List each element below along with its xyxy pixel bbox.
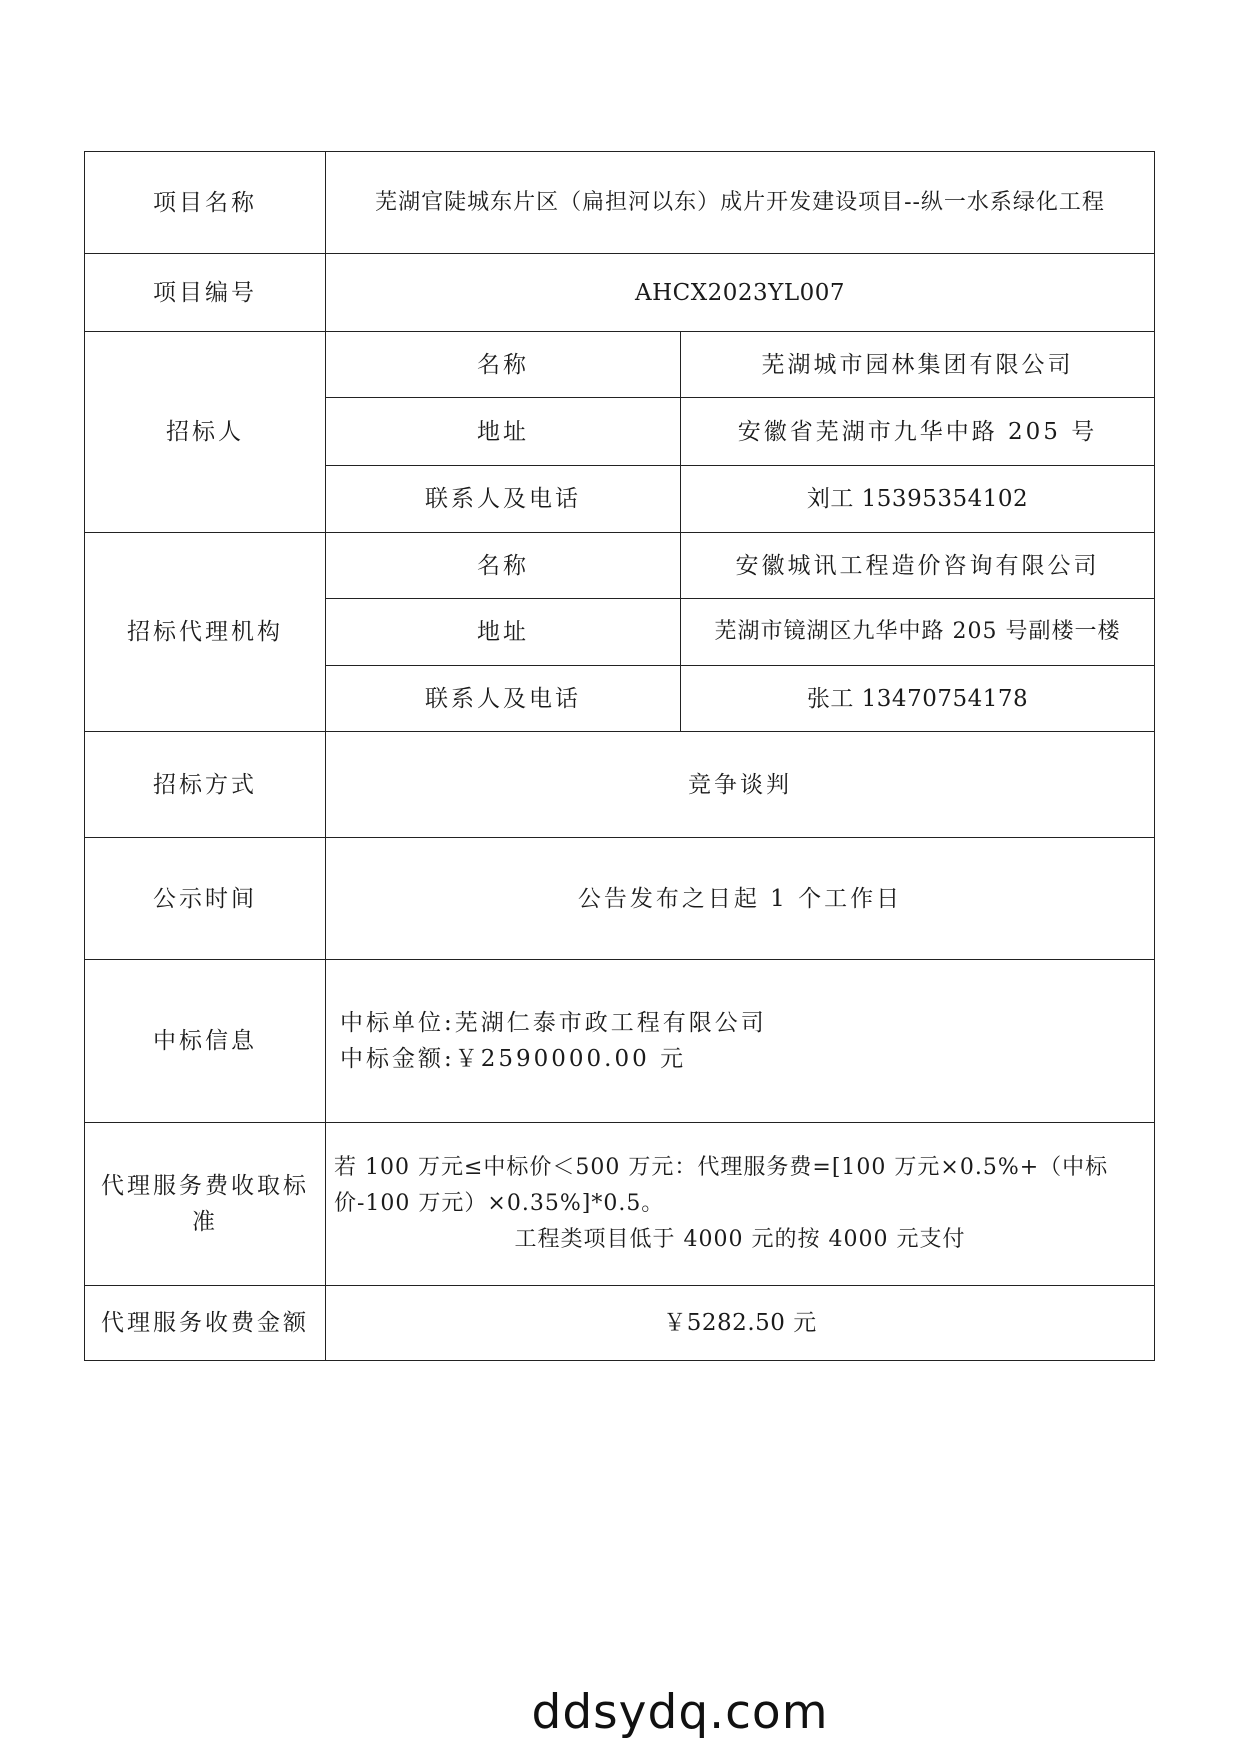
- row-fee-amount: [85, 1286, 1155, 1361]
- row-winning-info: [85, 960, 1155, 1123]
- agency-contact-label: 联系人及电话: [326, 666, 681, 732]
- bid-result-table: [84, 151, 1155, 1361]
- agency-address-label: 地址: [326, 599, 681, 666]
- agency-address-value: 芜湖市镜湖区九华中路 205 号副楼一楼: [681, 599, 1155, 666]
- publicity-time-label: 公示时间: [85, 838, 326, 960]
- row-tender-method: [85, 732, 1155, 838]
- watermark-text: ddsydq.com: [531, 1685, 829, 1740]
- tenderer-name-label: 名称: [326, 332, 681, 398]
- fee-formula: 若 100 万元≤中标价＜500 万元：代理服务费=[100 万元×0.5%+（中标价-100 万元）×0.35%]*0.5。: [334, 1155, 1109, 1216]
- project-code-label: 项目编号: [85, 254, 326, 332]
- tenderer-label: 招标人: [85, 332, 326, 533]
- project-name-label: 项目名称: [85, 152, 326, 254]
- winning-unit: 中标单位:芜湖仁泰市政工程有限公司: [340, 1010, 767, 1036]
- agency-name-label: 名称: [326, 533, 681, 599]
- row-agency-name: [85, 533, 1155, 599]
- fee-minimum: 工程类项目低于 4000 元的按 4000 元支付: [514, 1227, 966, 1252]
- row-publicity-time: [85, 838, 1155, 960]
- winning-info-label: 中标信息: [85, 960, 326, 1123]
- agency-name-value: 安徽城讯工程造价咨询有限公司: [681, 533, 1155, 599]
- publicity-time-value: 公告发布之日起 1 个工作日: [326, 838, 1155, 960]
- row-tenderer-name: [85, 332, 1155, 398]
- project-name-value: 芜湖官陡城东片区（扁担河以东）成片开发建设项目--纵一水系绿化工程: [326, 152, 1155, 254]
- winning-amount: 中标金额:￥2590000.00 元: [340, 1046, 687, 1072]
- tenderer-contact-value: 刘工 15395354102: [681, 466, 1155, 533]
- fee-standard-label: 代理服务费收取标准: [85, 1123, 326, 1286]
- project-code-value: AHCX2023YL007: [326, 254, 1155, 332]
- fee-amount-label: 代理服务收费金额: [85, 1286, 326, 1361]
- tenderer-name-value: 芜湖城市园林集团有限公司: [681, 332, 1155, 398]
- tender-method-label: 招标方式: [85, 732, 326, 838]
- agency-contact-value: 张工 13470754178: [681, 666, 1155, 732]
- row-project-code: [85, 254, 1155, 332]
- tenderer-address-label: 地址: [326, 398, 681, 466]
- fee-standard-value: [326, 1123, 1155, 1286]
- row-project-name: [85, 152, 1155, 254]
- winning-info-value: [326, 960, 1155, 1123]
- tenderer-contact-label: 联系人及电话: [326, 466, 681, 533]
- row-fee-standard: [85, 1123, 1155, 1286]
- tenderer-address-value: 安徽省芜湖市九华中路 205 号: [681, 398, 1155, 466]
- fee-amount-value: ￥5282.50 元: [326, 1286, 1155, 1361]
- tender-method-value: 竞争谈判: [326, 732, 1155, 838]
- agency-label: 招标代理机构: [85, 533, 326, 732]
